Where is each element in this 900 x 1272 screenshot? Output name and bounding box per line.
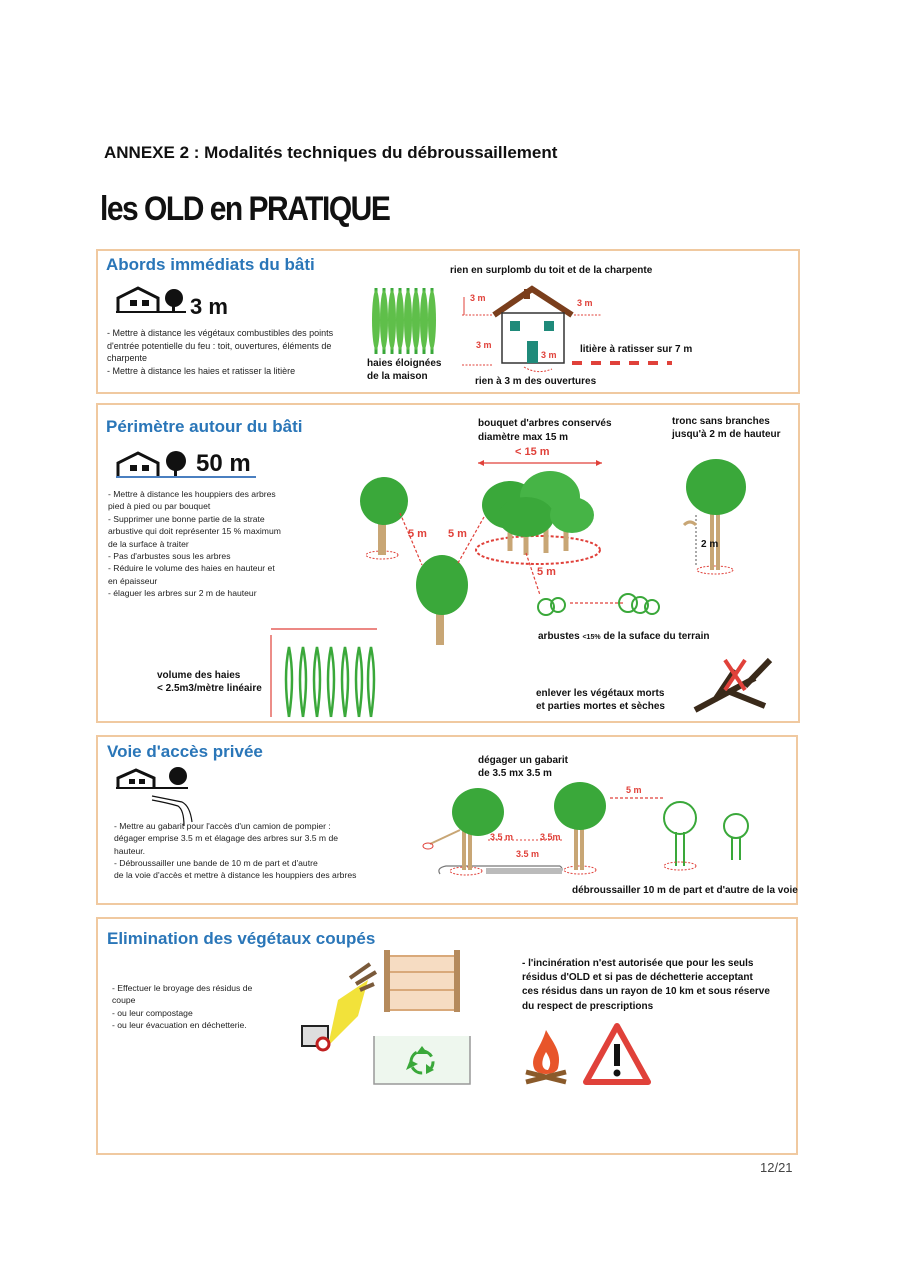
panel-elimination-title: Elimination des végétaux coupés xyxy=(107,929,376,948)
bullet-line: - élaguer les arbres sur 2 m de hauteur xyxy=(108,588,257,599)
house-illustration xyxy=(462,285,672,375)
openings-label: rien à 3 m des ouvertures xyxy=(475,376,597,387)
access-road-illustration xyxy=(420,778,790,883)
dead-wood-icon xyxy=(675,650,775,720)
shrubs-suffix: de la suface du terrain xyxy=(600,631,710,642)
m3-b: 3 m xyxy=(577,298,593,308)
m5-b: 5 m xyxy=(448,528,467,540)
bullet-line: - Effectuer le broyage des résidus de xyxy=(112,983,253,993)
panel-abords-bullets xyxy=(107,327,347,377)
panel-perimetre-distance: 50 m xyxy=(196,450,251,477)
panel-abords-distance: 3 m xyxy=(190,294,228,319)
bullet-line: - ou leur évacuation en déchetterie. xyxy=(112,1019,247,1030)
panel-voie-bullets xyxy=(114,820,374,881)
bullet-line: hauteur. xyxy=(114,845,146,856)
shrubs-label xyxy=(538,630,710,644)
hedge-volume-label-1: volume des haies xyxy=(157,670,241,681)
shrubs-pct: <15% xyxy=(582,634,601,641)
panel-elimination-bullets xyxy=(112,982,292,1031)
panel-perimetre-title: Périmètre autour du bâti xyxy=(106,417,303,436)
bullet-line: - Mettre à distance les houppiers des arbres xyxy=(108,489,276,499)
bullet-line: - Mettre au gabarit pour l'accès d'un camion de pompier : xyxy=(114,821,331,831)
bullet-line: - Débroussailler une bande de 10 m de part et d'autre xyxy=(114,857,318,868)
m3-c: 3 m xyxy=(476,340,492,350)
hedge-icon xyxy=(370,284,440,356)
big-title: les OLD en PRATIQUE xyxy=(100,190,390,228)
lt15-label: < 15 m xyxy=(515,446,550,458)
panel-perimetre-bullets xyxy=(108,488,308,600)
trunk-label-2: jusqu'à 2 m de hauteur xyxy=(672,429,781,440)
house-road-icon xyxy=(116,766,206,826)
perimeter-trees-illustration xyxy=(350,455,760,655)
bullet-line: - Mettre à distance les végétaux combustibles des points xyxy=(107,328,334,338)
m35-a: 3.5 m xyxy=(490,832,514,842)
m3-a: 3 m xyxy=(470,293,486,303)
shrubs-prefix: arbustes xyxy=(538,631,583,642)
panel-abords-title: Abords immédiats du bâti xyxy=(106,255,315,274)
bullet-line: - Supprimer une bonne partie de la strate xyxy=(108,513,265,524)
incin-line: résidus d'OLD et si pas de déchetterie acceptant xyxy=(522,972,753,984)
bullet-line: charpente xyxy=(107,353,148,363)
bullet-line: en épaisseur xyxy=(108,575,158,586)
clear-label: débroussailler 10 m de part et d'autre de la voie xyxy=(572,885,798,896)
house-tree-icon xyxy=(116,447,188,479)
fire-icon xyxy=(522,1026,570,1088)
hedge-volume-illustration xyxy=(265,625,385,720)
trunk-label-1: tronc sans branches xyxy=(672,416,770,427)
house-tree-icon xyxy=(116,284,186,314)
bullet-line: arbustive qui doit représenter 15 % maximum xyxy=(108,526,281,537)
m35-b: 3.5m xyxy=(540,832,561,842)
remove-label-1: enlever les végétaux morts xyxy=(536,688,665,699)
incin-line: du respect de prescriptions xyxy=(522,1000,654,1012)
bullet-line: de la voie d'accès et mettre à distance les houppiers des arbres xyxy=(114,870,357,881)
annex-heading: ANNEXE 2 : Modalités techniques du débroussaillement xyxy=(104,143,558,162)
litter-label: litière à ratisser sur 7 m xyxy=(580,344,693,355)
warning-icon xyxy=(582,1022,652,1086)
bullet-line: d'entrée potentielle du feu : toit, ouvertures, éléments de xyxy=(107,340,332,351)
compost-bin-icon xyxy=(384,950,460,1012)
bullet-line: coupe xyxy=(112,995,136,1006)
page-number: 12/21 xyxy=(760,1160,793,1175)
m35-c: 3.5 m xyxy=(516,849,540,859)
hedge-volume-label-2: < 2.5m3/mètre linéaire xyxy=(157,683,262,694)
m5-c: 5 m xyxy=(537,566,556,578)
hedge-label-1: haies éloignées xyxy=(367,358,442,369)
panel-voie-title: Voie d'accès privée xyxy=(107,742,263,761)
bullet-line: de la surface à traiter xyxy=(108,538,189,549)
bullet-line: dégager emprise 3.5 m et élagage des arbres sur 3.5 m de xyxy=(114,833,339,844)
bullet-line: - Mettre à distance les haies et ratisser la litière xyxy=(107,365,296,376)
bullet-line: pied à pied ou par bouquet xyxy=(108,501,211,512)
incineration-text xyxy=(522,957,770,1014)
bouquet-label-2: diamètre max 15 m xyxy=(478,432,569,443)
bullet-line: - Pas d'arbustes sous les arbres xyxy=(108,551,231,562)
bullet-line: - Réduire le volume des haies en hauteur et xyxy=(108,563,275,574)
incin-line: ces résidus dans un rayon de 10 km et sous réserve xyxy=(522,986,770,998)
hedge-label-2: de la maison xyxy=(367,371,428,382)
wood-chipper-icon xyxy=(298,960,378,1052)
m2-label: 2 m xyxy=(701,539,719,550)
recycling-bin-icon xyxy=(372,1032,472,1086)
incin-line: - l'incinération n'est autorisée que pour les seuls xyxy=(522,958,754,969)
m5-a: 5 m xyxy=(408,528,427,540)
remove-label-2: et parties mortes et sèches xyxy=(536,701,665,712)
gabarit-label-2: de 3.5 mx 3.5 m xyxy=(478,768,552,779)
m3-d: 3 m xyxy=(541,350,557,360)
bouquet-label-1: bouquet d'arbres conservés xyxy=(478,418,612,429)
bullet-line: - ou leur compostage xyxy=(112,1007,193,1018)
m5-voie: 5 m xyxy=(626,785,642,795)
roof-label: rien en surplomb du toit et de la charpente xyxy=(450,265,653,276)
gabarit-label-1: dégager un gabarit xyxy=(478,755,569,766)
